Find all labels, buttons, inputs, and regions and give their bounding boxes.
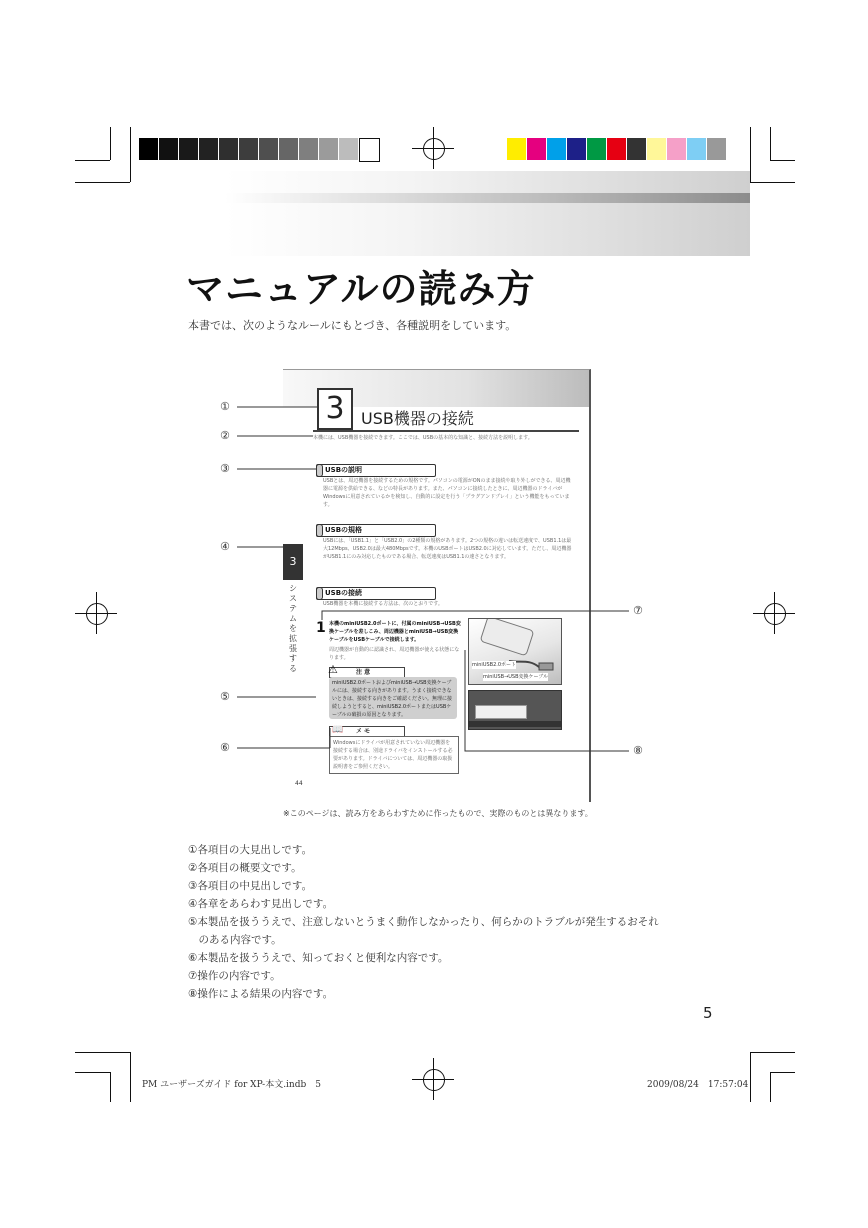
annotation-marker: ⑤ [220,690,230,703]
section-heading-description: USBの説明 [316,464,436,477]
annotation-marker: ④ [220,540,230,553]
step-text: 本機のminiUSB2.0ポートに、付属のminiUSB→USB変換ケーブルを差しこみ、周辺機器とminiUSB→USB変換ケーブルをUSBケーブルで接続します。 [329,621,461,643]
color-bar-swatch [567,138,586,160]
annotation-marker: ⑥ [220,741,230,754]
memo-label: メ モ [356,728,371,735]
color-bar-swatch [587,138,606,160]
color-bar-swatch [687,138,706,160]
gray-bar-swatch [219,138,238,160]
legend-item: ⑧操作による結果の内容です。 [188,988,334,1000]
legend-item: ④各章をあらわす見出しです。 [188,898,334,910]
annotation-marker: ② [220,429,230,442]
color-bar-swatch [707,138,726,160]
color-bar-swatch [547,138,566,160]
photo-label-port: miniUSB2.0ポート [472,662,517,668]
legend-item: ⑦操作の内容です。 [188,970,281,982]
gray-bar-swatch [359,138,380,162]
caution-box [329,677,457,719]
chapter-title-underline [313,430,579,432]
intro-text: 本書では、次のようなルールにもとづき、各種説明をしています。 [188,319,517,332]
chapter-number-box: 3 [317,388,353,430]
step-number: 1 [316,620,326,636]
sample-page [283,369,591,802]
color-bar-swatch [667,138,686,160]
header-gradient-stripe [225,193,750,203]
color-bar-swatch [647,138,666,160]
gray-bar-swatch [279,138,298,160]
legend-item: ①各項目の大見出しです。 [188,844,313,856]
screen-taskbar [469,721,561,727]
memo-box [329,736,459,774]
legend-item: のある内容です。 [188,934,282,946]
sample-page-number: 44 [295,780,303,787]
gray-bar-swatch [319,138,338,160]
chapter-title: USB機器の接続 [361,409,474,428]
color-bar-swatch [507,138,526,160]
warning-icon: ⚠ [328,663,338,676]
screen-dialog [475,705,527,719]
header-gradient-band [225,171,750,256]
caution-text: miniUSB2.0ポートおよびminiUSB→USB変換ケーブルには、接続する向きがあります。うまく接続できないときは、接続する向きをご確認ください。無理に接続しようとすると、miniUSB2.0ポートまたはUSBケーブルの破損の原因となります。 [332,680,453,717]
annotation-marker: ⑦ [633,604,643,617]
footer-filename: PM ユーザーズガイド for XP-本文.indb 5 [142,1080,321,1090]
page-number: 5 [703,1004,713,1022]
book-icon: 📖 [332,725,344,735]
annotation-marker: ③ [220,462,230,475]
gray-bar-swatch [199,138,218,160]
step-result: 周辺機器が自動的に認識され、周辺機器が使える状態になります。 [329,647,460,661]
legend-item: ⑤本製品を扱ううえで、注意しないとうまく動作しなかったり、何らかのトラブルが発生するおそれ [188,916,659,928]
section-body-standard: USBには、「USB1.1」と「USB2.0」の2種類の規格があります。2つの規格の違いは転送速度で、USB1.1は最大12Mbps、USB2.0は最大480Mbpsです。本機のUSBポートはUSB2.0に対応しています。ただし、周辺機器がUSB1.1にのみ対応したものである場合、転送速度はUSB1.1の速さとなります。 [323,538,572,560]
caution-label: 注 意 [356,669,371,676]
registration-mark-left [75,592,117,634]
section-body-connection: USB機器を本機に接続する方法は、次のとおりです。 [323,601,443,607]
page-title: マニュアルの読み方 [186,267,536,311]
memo-text: Windowsにドライバが用意されていない周辺機器を接続する場合は、別途ドライバをインストールする必要があります。ドライバについては、周辺機器の取扱説明書をご参照ください。 [333,740,453,770]
legend-item: ⑥本製品を扱ううえで、知っておくと便利な内容です。 [188,952,449,964]
gray-bar-swatch [339,138,358,160]
color-bar-swatch [627,138,646,160]
gray-bar-swatch [239,138,258,160]
section-body-description: USBとは、周辺機器を接続するための規格です。パソコンの電源がONのまま接続や取り外しができる、周辺機器に電源を供給できる、などの特長があります。また、パソコンに接続したときに、周辺機器のドライバがWindowsに用意されているかを検知し、自動的に設定を行う「プラグアンドプレイ」という機能をもっています。 [323,478,571,508]
device-photo [468,618,562,685]
sample-note: ※このページは、読み方をあらわすために作ったもので、実際のものとは異なります。 [283,809,593,818]
chapter-summary: 本機には、USB機器を接続できます。ここでは、USBの基本的な知識と、接続方法を説明します。 [313,435,533,441]
footer-timestamp: 2009/08/24 17:57:04 [647,1080,749,1090]
registration-mark-top [412,127,454,169]
gray-bar-swatch [179,138,198,160]
annotation-marker: ⑧ [633,744,643,757]
gray-bar-swatch [299,138,318,160]
registration-mark-right [753,592,795,634]
chapter-side-text: システムを拡張する [289,584,297,673]
section-heading-standard: USBの規格 [316,524,436,537]
gray-bar-swatch [159,138,178,160]
gray-bar-swatch [259,138,278,160]
registration-mark-bottom [412,1058,454,1100]
section-heading-connection: USBの接続 [316,587,436,600]
legend-item: ③各項目の中見出しです。 [188,880,313,892]
legend-item: ②各項目の概要文です。 [188,862,302,874]
annotation-marker: ① [220,400,230,413]
screen-photo [468,690,562,730]
photo-label-cable: miniUSB→USB変換ケーブル [483,674,549,680]
chapter-side-tab: 3 [283,544,303,580]
gray-bar-swatch [139,138,158,160]
color-bar-swatch [607,138,626,160]
color-bar-swatch [527,138,546,160]
